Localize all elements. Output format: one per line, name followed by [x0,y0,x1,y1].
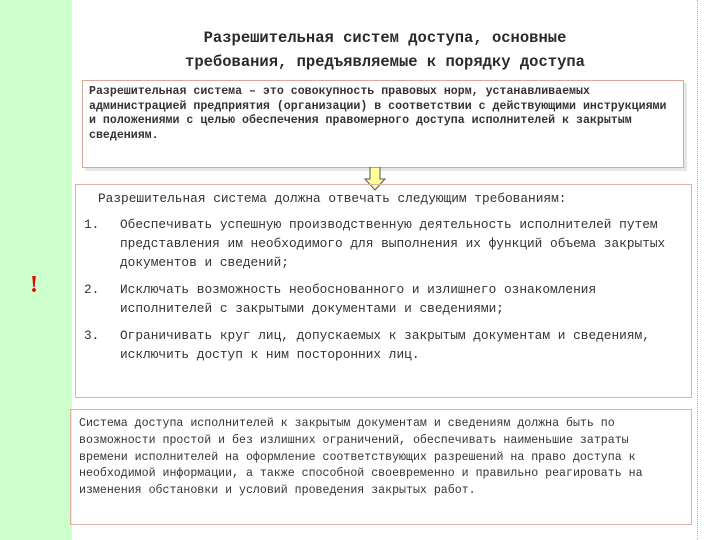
list-item [84,326,685,364]
note-box [70,409,692,525]
item-text: Ограничивать круг лиц, допускаемых к закрытым документам и сведениям, исключить доступ к ним посторонних лиц. [120,328,650,362]
item-text: Обеспечивать успешную производственную деятельность исполнителей путем представления им необходимого для выполнения их функций объема закрытых документов и сведений; [120,217,666,270]
definition-text: Разрешительная система – это совокупность правовых норм, устанавливаемых администрацией предприятия (организации) в соответствии с действующими инструкциями и положениями с целью обеспечения правомерного доступа исполнителей к закрытым сведениям. [89,85,667,142]
item-text: Исключать возможность необоснованного и излишнего ознакомления исполнителей с закрытыми документами и сведениями; [120,282,597,316]
item-number: 3. [84,328,100,343]
definition-box [82,80,684,168]
slide-title [80,26,690,74]
exclamation-icon: ! [30,272,38,298]
list-item [84,215,685,272]
title-line-2: требования, предъявляемые к порядку доступа [185,53,585,71]
title-line-1: Разрешительная систем доступа, основные [203,29,567,47]
list-item [84,280,685,318]
requirements-box [75,184,692,398]
item-number: 2. [84,282,100,297]
right-divider [697,0,698,540]
item-number: 1. [84,217,100,232]
note-text: Система доступа исполнителей к закрытым документам и сведениям должна быть по возможности простой и без излишних ограничений, обеспечивать наименьшие затраты времени исполнителей на оформление соответствующих разрешений на право доступа к необходимой информации, а также способной своевременно и правильно реагировать на изменения обстановки и условий проведения закрытых работ. [79,417,643,498]
requirements-intro: Разрешительная система должна отвечать следующим требованиям: [98,191,567,206]
side-stripe [0,0,72,540]
